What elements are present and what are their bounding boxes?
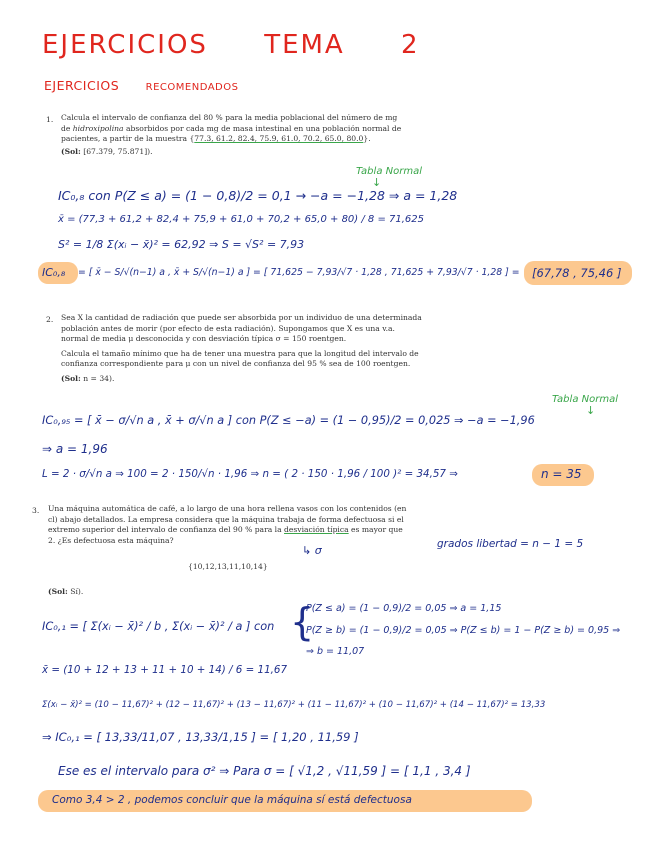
ex1-tabla-arrow: ↓ [372, 176, 382, 189]
ex1-line-2: de hidroxipolina absorbidos por cada mg de masa intestinal en una población normal de [61, 123, 402, 133]
ex2-tabla-arrow: ↓ [586, 404, 596, 417]
ex3-hw-line-2: x̄ = (10 + 12 + 13 + 11 + 10 + 14) / 6 = 11,67 [42, 664, 288, 676]
ex2-line-5: confianza correspondiente para μ con un nivel de confianza del 95 % sea de 100 roentgen. [61, 359, 411, 368]
ex3-hw-cond-2: P(Z ≥ b) = (1 − 0,9)/2 = 0,05 ⇒ P(Z ≤ b) = 1 − P(Z ≥ b) = 0,95 ⇒ [306, 625, 621, 636]
ex3-grados-libertad: grados libertad = n − 1 = 5 [437, 538, 584, 550]
ex2-line-4: Calcula el tamaño mínimo que ha de tener una muestra para que la longitud del intervalo de [61, 348, 419, 358]
exercise-2-number: 2. [46, 315, 54, 324]
ex2-line-2: población antes de morir (por efecto de esta radiación). Supongamos que X es una v.a. [61, 323, 395, 333]
title-tema: TEMA [264, 30, 345, 60]
ex2-hw-line-3: L = 2 · σ/√n a ⇒ 100 = 2 · 150/√n · 1,96 ⇒ n = ( 2 · 150 · 1,96 / 100 )² = 34,57 ⇒ [42, 468, 458, 480]
ex3-line-2: cl) abajo detallados. La empresa considera que la máquina trabaja de forma defectuosa si el [48, 514, 404, 524]
exercise-1-statement [61, 113, 621, 157]
subtitle-recomendados: RECOMENDADOS [145, 82, 239, 93]
ex1-hw-line-4: = [ x̄ − S/√(n−1) a , x̄ + S/√(n−1) a ] = [ 71,625 − 7,93/√7 · 1,28 , 71,625 + 7,93/√7 · 1,28 ] = [78, 267, 520, 278]
ex1-solution: (Sol: [67.379, 75.871]). [61, 146, 153, 156]
ex2-hw-line-2: ⇒ a = 1,96 [42, 442, 108, 456]
ex3-hw-brace: { [290, 600, 315, 644]
ex2-tabla-note: Tabla Normal [552, 394, 618, 405]
ex1-line-3: pacientes, a partir de la muestra {77.3, 61.2, 82.4, 75.9, 61.0, 70.2, 65.0, 80.0}. [61, 134, 371, 143]
ex3-hw-conclusion: Como 3,4 > 2 , podemos concluir que la máquina sí está defectuosa [52, 794, 412, 806]
page-subtitle [44, 78, 238, 93]
ex2-line-1: Sea X la cantidad de radiación que puede ser absorbida por un individuo de una determinada [61, 313, 422, 322]
ex3-hw-cond-1: P(Z ≤ a) = (1 − 0,9)/2 = 0,05 ⇒ a = 1,15 [306, 603, 502, 614]
ex3-hw-line-1: IC₀,₁ = [ Σ(xᵢ − x̄)² / b , Σ(xᵢ − x̄)² / a ] con [42, 620, 275, 633]
ex1-hw-ic-label: IC₀,₈ [42, 266, 66, 279]
ex1-hw-line-1: IC₀,₈ con P(Z ≤ a) = (1 − 0,8)/2 = 0,1 → −a = −1,28 ⇒ a = 1,28 [58, 188, 458, 203]
ex3-hw-cond-3: ⇒ b = 11,07 [306, 646, 365, 657]
ex1-hw-result: [67,78 , 75,46 ] [532, 266, 622, 280]
ex1-line-1: Calcula el intervalo de confianza del 80 % para la media poblacional del número de mg [61, 113, 398, 122]
ex3-line-4: 2. ¿Es defectuosa esta máquina? [48, 535, 174, 545]
ex1-hw-line-3: S² = 1/8 Σ(xᵢ − x̄)² = 62,92 ⇒ S = √S² = 7,93 [58, 238, 305, 251]
ex3-desviacion-tipica: desviación típica [284, 525, 349, 534]
ex3-hw-line-3: Σ(xᵢ − x̄)² = (10 − 11,67)² + (12 − 11,67)² + (13 − 11,67)² + (11 − 11,67)² + (10 − 11,67)² + (14 − 11,67)² = 13,33 [42, 700, 546, 710]
ex3-hw-line-5: Ese es el intervalo para σ² ⇒ Para σ = [ √1,2 , √11,59 ] = [ 1,1 , 3,4 ] [58, 764, 471, 778]
exercise-3-number: 3. [32, 506, 40, 515]
ex3-hw-line-4: ⇒ IC₀,₁ = [ 13,33/11,07 , 13,33/1,15 ] = [ 1,20 , 11,59 ] [42, 730, 359, 744]
page-title [42, 30, 420, 60]
ex2-line-3: normal de media μ desconocida y con desviación típica σ = 150 roentgen. [61, 334, 347, 343]
ex3-line-3: extremo superior del intervalo de confianza del 90 % para la desviación típica es mayor que [48, 525, 403, 534]
subtitle-ejercicios: EJERCICIOS [44, 78, 120, 93]
ex3-line-1: Una máquina automática de café, a lo largo de una hora rellena vasos con los contenidos (en [48, 504, 407, 513]
ex1-sample: 77.3, 61.2, 82.4, 75.9, 61.0, 70.2, 65.0, 80.0 [194, 134, 364, 143]
ex1-hw-line-2: x̄ = (77,3 + 61,2 + 82,4 + 75,9 + 61,0 + 70,2 + 65,0 + 80) / 8 = 71,625 [58, 214, 425, 225]
ex2-solution: (Sol: n = 34). [61, 373, 115, 383]
ex3-sigma-note: ↳ σ [302, 544, 322, 557]
ex3-solution: (Sol: Sí). [48, 587, 84, 596]
exercise-1-number: 1. [46, 115, 54, 124]
title-ejercicios: EJERCICIOS [42, 30, 208, 60]
ex3-sample: {10,12,13,11,10,14} [188, 562, 268, 571]
ex2-hw-line-1: IC₀,₉₅ = [ x̄ − σ/√n a , x̄ + σ/√n a ] con P(Z ≤ −a) = (1 − 0,95)/2 = 0,025 ⇒ −a = −1,96 [42, 414, 535, 427]
ex2-hw-answer: n = 35 [541, 467, 582, 481]
ex1-tabla-note: Tabla Normal [356, 166, 422, 177]
title-number: 2 [400, 30, 420, 60]
exercise-2-statement [61, 313, 621, 384]
